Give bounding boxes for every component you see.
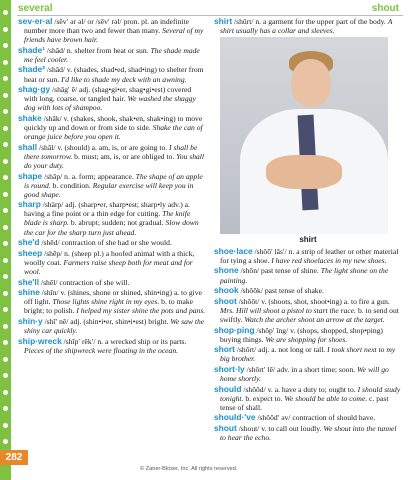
example-sentence: Regular exercise will keep you in good shape.	[24, 180, 194, 199]
headword: shall	[18, 141, 38, 152]
dictionary-entry	[214, 247, 402, 265]
margin-dot	[3, 241, 8, 246]
definition: /shĭp′ rĕk′/ n. a wrecked ship or its parts.	[61, 336, 187, 346]
definition: /shōn/ past tense of shine.	[238, 266, 321, 276]
dictionary-entry	[18, 85, 206, 112]
example-sentence: Mrs. Hill will shoot a pistol to start the race.	[220, 305, 357, 315]
dictionary-entry	[18, 238, 206, 247]
definition: /shēp/ n. (sheep pl.) a hoofed animal with a thick, woolly coat.	[24, 248, 195, 267]
dictionary-entry	[18, 249, 206, 276]
definition: /shī′ nē/ adj. (shin•i•er, shin•i•est) bright.	[42, 316, 171, 326]
margin-dot	[3, 406, 8, 411]
photo-caption: shirt	[299, 234, 317, 244]
dictionary-entry	[18, 46, 206, 64]
margin-dot	[3, 43, 8, 48]
definition: /shŏŏd/ v. a. have a duty to; ought to.	[241, 384, 358, 394]
definition: /shēl/ contraction of she will.	[39, 277, 130, 287]
headword: shoot	[214, 295, 237, 306]
dictionary-entry	[18, 288, 206, 315]
shirt-photo	[220, 37, 388, 234]
margin-dot	[3, 76, 8, 81]
dictionary-entry	[18, 200, 206, 236]
margin-dot	[3, 142, 8, 147]
example-sentence: We saw the shiny car quickly.	[24, 316, 205, 335]
headword: shop·ping	[214, 324, 255, 335]
dictionary-entry	[214, 286, 402, 295]
margin-dot	[3, 159, 8, 164]
example-sentence: I shall be there tomorrow.	[24, 142, 198, 161]
dictionary-entry	[18, 172, 206, 199]
definition: /shōō′ lās′/ n. a strip of leather or other material for tying a shoe.	[220, 246, 399, 265]
dictionary-entry	[18, 143, 206, 170]
headword: shoe·lace	[214, 245, 253, 256]
dictionary-entry	[18, 278, 206, 287]
example-sentence: The light shone on the painting.	[220, 266, 389, 285]
dictionary-entry	[214, 17, 402, 35]
definition: b. condition.	[50, 180, 93, 190]
right-column	[214, 17, 402, 444]
dictionary-entry	[18, 317, 206, 335]
headword: short	[214, 344, 235, 355]
margin-dot	[3, 93, 8, 98]
headword: shag·gy	[18, 84, 51, 95]
headword: ship·wreck	[18, 335, 62, 346]
example-sentence: Shake the can of orange juice before you open it.	[24, 123, 203, 142]
example-sentence: I helped my sister shine the pots and pans.	[76, 306, 206, 316]
example-sentence: We are shopping for shoes.	[265, 334, 348, 344]
definition: /shŏŏk/ past tense of shake.	[238, 286, 324, 296]
definition: b. abrupt; sudden; not gradual.	[68, 218, 166, 228]
definition: /shāp/ n. a. form; appearance.	[42, 171, 136, 181]
margin-dot	[3, 390, 8, 395]
definition: b. must; am, is, or are obliged to.	[72, 151, 177, 161]
definition: /shāk/ v. (shakes, shook, shak•en, shak•ing) to move quickly up and down or from side to side.	[24, 113, 203, 133]
example-sentence: Several of my friends have brown hair.	[24, 26, 204, 45]
definition: b. to send out swiftly.	[220, 305, 399, 324]
example-sentence: I should study tonight.	[220, 384, 401, 403]
dictionary-entry	[18, 114, 206, 141]
headword: she'll	[18, 276, 40, 287]
headword: sev·er·al	[18, 16, 53, 26]
definition: /shôrt′ lē/ adv. in a short time; soon.	[244, 364, 358, 374]
margin-dot	[3, 225, 8, 230]
headword: shade¹	[18, 44, 45, 55]
dictionary-entry	[18, 65, 206, 83]
header-rule	[17, 15, 403, 16]
example-sentence: Pieces of the shipwreck were floating in the ocean.	[24, 345, 179, 355]
dictionary-entry	[214, 326, 402, 344]
left-guide-word: several	[18, 3, 53, 14]
dictionary-entry	[214, 266, 402, 284]
headword: shin·y	[18, 315, 43, 326]
definition: /shēd/ contraction of she had or she would.	[39, 238, 172, 248]
example-sentence: I'd like to shade my deck with an awning.	[61, 74, 187, 84]
example-sentence: A shirt usually has a collar and sleeves.	[220, 17, 393, 36]
photo-hands	[266, 155, 342, 189]
margin-dot	[3, 423, 8, 428]
right-guide-word: shout	[371, 3, 399, 14]
definition: /shōōt/ v. (shoots, shot, shoot•ing) a. to fire a gun.	[236, 296, 390, 306]
headword: shine	[18, 287, 40, 298]
headword: sharp	[18, 199, 41, 210]
definition: /shŏŏd′ əv/ contraction of should have.	[255, 413, 376, 423]
left-column	[18, 17, 206, 356]
margin-dot	[3, 109, 8, 114]
definition: /shād/ v. (shades, shad•ed, shad•ing) to shelter from heat or sun.	[24, 65, 204, 84]
page-number: 282	[0, 450, 28, 465]
definition: /shād/ n. shelter from heat or sun.	[45, 45, 151, 55]
example-sentence: We washed the shaggy dog with lots of shampoo.	[24, 94, 196, 113]
example-sentence: I took short next to my big brother.	[220, 345, 396, 364]
headword: should·'ve	[214, 412, 256, 423]
definition: /shärp/ adj. (sharp•er, sharp•est; sharp•ly adv.) a. having a fine point or a thin edge for cutting.	[24, 200, 190, 219]
definition: /shûrt/ n. a garment for the upper part of the body.	[232, 17, 388, 26]
dictionary-entry	[214, 365, 402, 383]
headword: should	[214, 383, 242, 394]
example-sentence: We shout into the tunnel to hear the echo.	[220, 423, 397, 443]
headword: short·ly	[214, 363, 245, 374]
dictionary-entry	[214, 424, 402, 442]
margin-dot	[3, 373, 8, 378]
margin-dot	[3, 192, 8, 197]
definition: /shăl/ v. (should) a. am, is, or are going to.	[37, 142, 170, 152]
margin-dot	[3, 324, 8, 329]
headword: shake	[18, 112, 42, 123]
margin-dot	[3, 439, 8, 444]
margin-dot	[3, 307, 8, 312]
margin-dot	[3, 340, 8, 345]
example-sentence: Those lights shine right in my eyes.	[52, 297, 160, 307]
definition: /sĕv′ ər əl/ or /sĕv′ rəl/ pron. pl. an indefinite number more than two and fewer than many.	[24, 17, 190, 36]
headword: sheep	[18, 247, 43, 258]
example-sentence: Slow down the car for the sharp turn just ahead.	[24, 218, 199, 237]
dictionary-entry	[214, 413, 402, 422]
margin-dot	[3, 274, 8, 279]
margin-dot	[3, 291, 8, 296]
example-sentence: Watch the archer shoot an arrow at the target.	[244, 314, 385, 324]
headword: shirt	[214, 16, 233, 26]
dictionary-entry	[214, 385, 402, 412]
margin-dot	[3, 258, 8, 263]
definition: /shăg′ ē/ adj. (shag•gi•er, shag•gi•est) covered with long, coarse, or tangled hair.	[24, 85, 192, 104]
definition: /shôrt/ adj. a. not long or tall.	[234, 345, 328, 355]
example-sentence: We will go home shortly.	[220, 364, 389, 383]
margin-dot	[3, 126, 8, 131]
definition: /shīn/ v. (shines, shone or shined, shin•ing) a. to give off light.	[24, 288, 202, 307]
headword: shook	[214, 285, 239, 296]
margin-dot	[3, 60, 8, 65]
headword: shone	[214, 265, 239, 276]
definition: c. past tense of shall.	[220, 393, 389, 412]
definition: b. to make bright; to polish.	[24, 297, 194, 316]
margin-dot	[3, 175, 8, 180]
example-sentence: The shape of an apple is round.	[24, 171, 203, 190]
headword: shape	[18, 170, 43, 181]
headword: she'd	[18, 237, 40, 248]
example-sentence: The shade made me feel cooler.	[24, 45, 200, 64]
copyright-notice: © Zaner-Bloser, Inc. All rights reserved.	[140, 466, 238, 472]
headword: shout	[214, 422, 237, 433]
photo-head	[291, 59, 331, 107]
dictionary-entry	[214, 297, 402, 324]
example-sentence: I have red shoelaces in my new shoes.	[271, 255, 387, 265]
example-sentence: Farmers raise sheep both for meat and for wool.	[24, 257, 193, 276]
margin-dot	[3, 27, 8, 32]
example-sentence: We should be able to come.	[284, 393, 368, 403]
definition: b. expect to.	[243, 393, 285, 403]
dictionary-entry	[214, 345, 402, 363]
margin-dot	[3, 10, 8, 15]
example-sentence: You shall do your duty.	[24, 151, 205, 170]
definition: /shŏp′ ĭng/ v. (shops, shopped, shop•ping) buying things.	[220, 325, 383, 344]
headword: shade²	[18, 64, 45, 75]
dictionary-entry	[18, 17, 206, 44]
definition: /shout/ v. to call out loudly.	[236, 423, 324, 433]
margin-dot	[3, 357, 8, 362]
example-sentence: The knife blade is sharp.	[24, 209, 191, 228]
margin-dot	[3, 208, 8, 213]
dictionary-entry	[18, 337, 206, 355]
